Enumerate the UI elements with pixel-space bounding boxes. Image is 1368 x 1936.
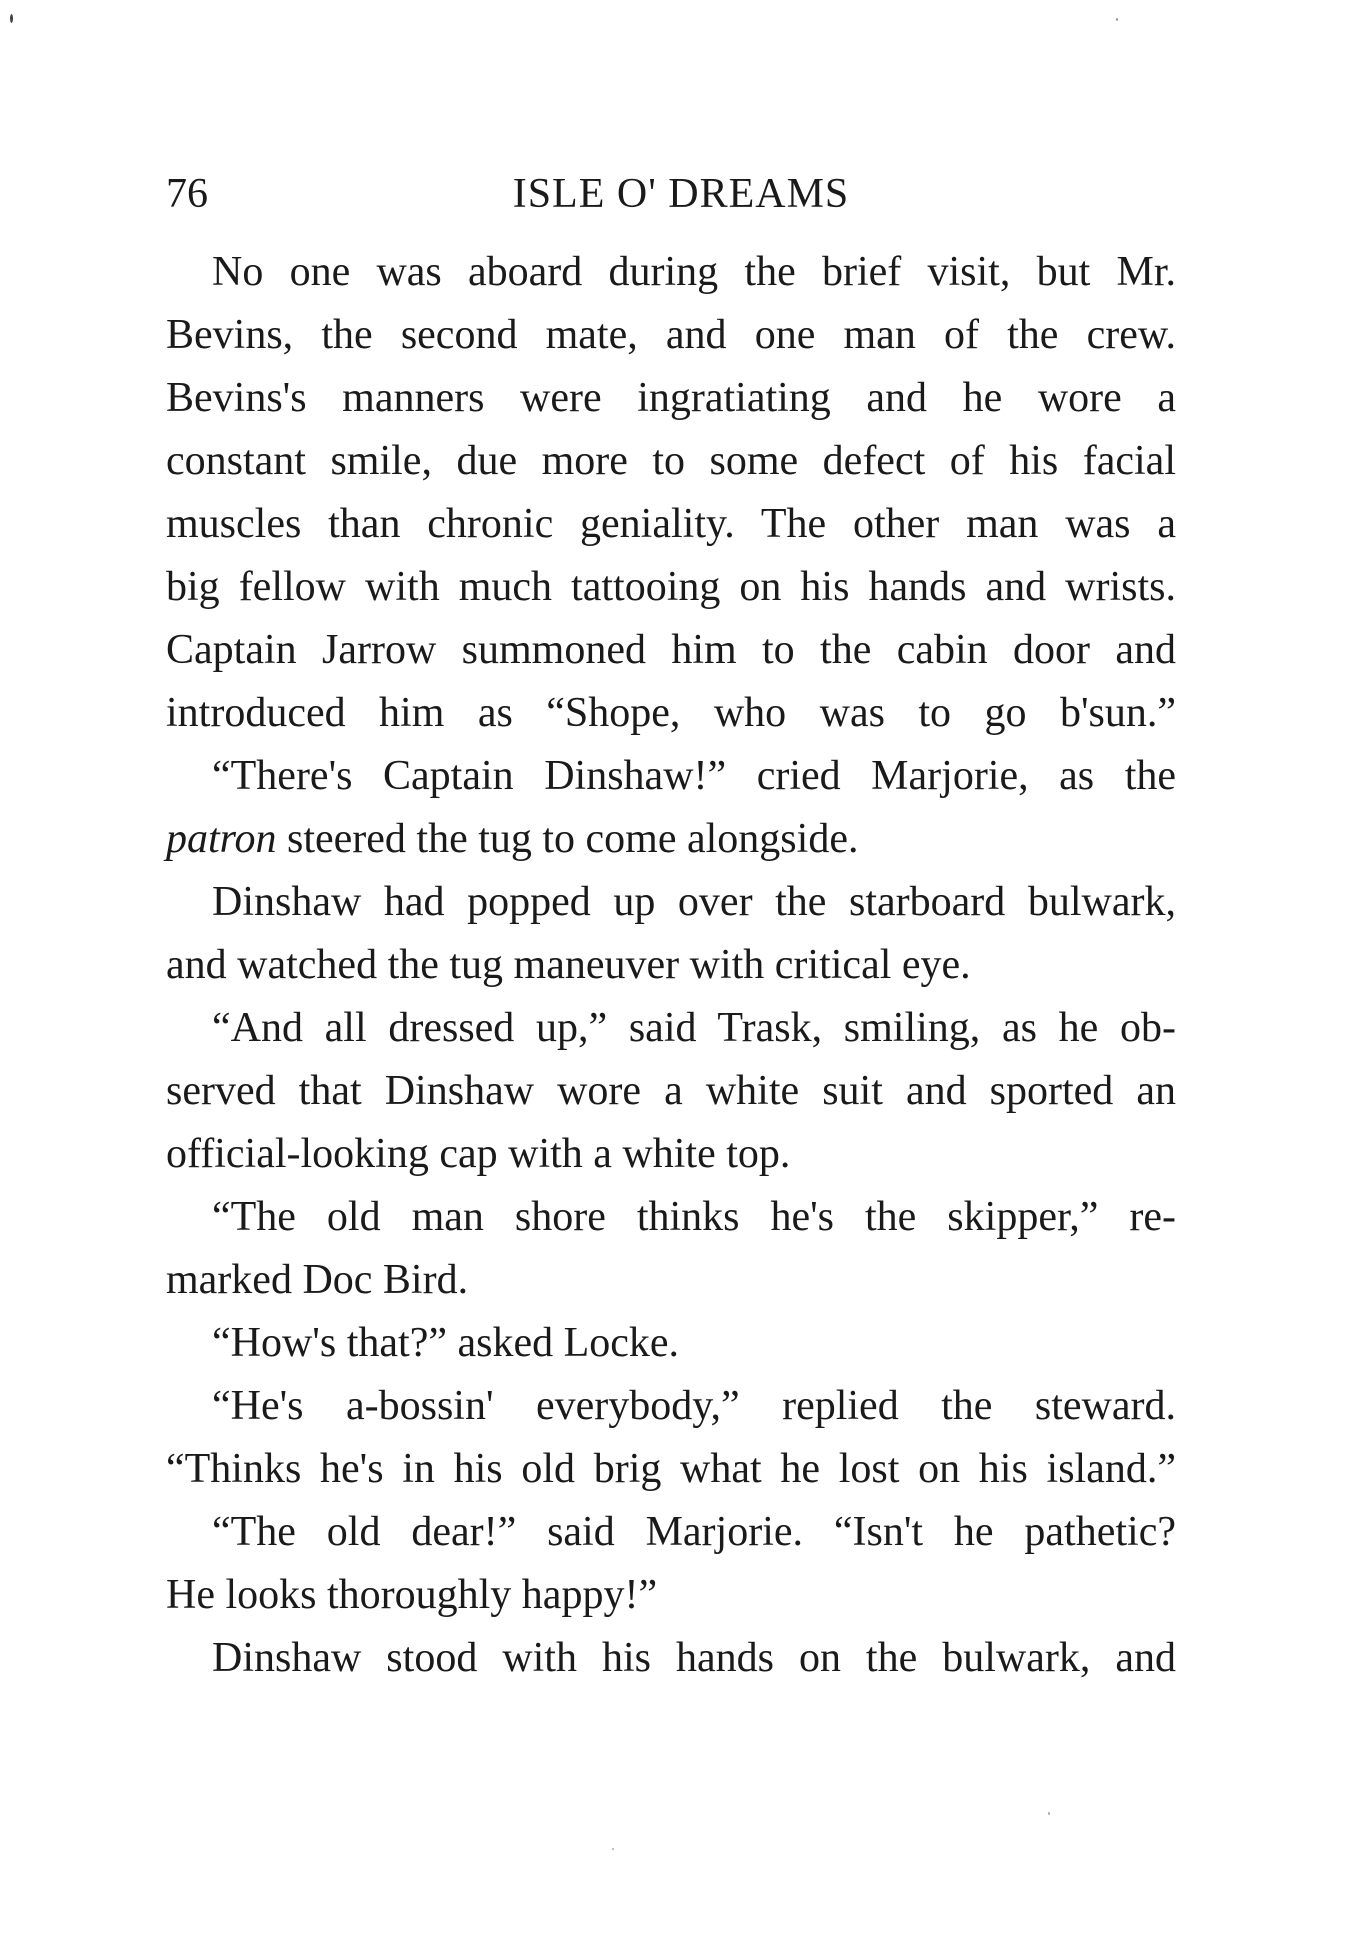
running-title: ISLE O' DREAMS xyxy=(512,171,850,217)
text-line: big fellow with much tattooing on his hands and wrists. xyxy=(166,564,1176,610)
italic-word: patron xyxy=(166,816,277,862)
text-line xyxy=(166,808,1176,871)
text-line: served that Dinshaw wore a white suit and sported an xyxy=(166,1068,1176,1114)
text-line: “He's a-bossin' everybody,” replied the steward. xyxy=(212,1383,1176,1429)
text-line: “The old man shore thinks he's the skipper,” re- xyxy=(212,1194,1176,1240)
text-line: “How's that?” asked Locke. xyxy=(212,1320,680,1366)
text-line: Captain Jarrow summoned him to the cabin door and xyxy=(166,627,1176,673)
scan-speck xyxy=(1116,18,1118,21)
scan-speck xyxy=(612,1848,614,1850)
text-line: and watched the tug maneuver with critical eye. xyxy=(166,942,971,988)
scan-speck xyxy=(10,14,13,23)
text-line: marked Doc Bird. xyxy=(166,1257,469,1303)
scan-speck xyxy=(1048,1812,1050,1815)
page-number: 76 xyxy=(166,171,208,217)
text-line: official-looking cap with a white top. xyxy=(166,1131,791,1177)
text-line: He looks thoroughly happy!” xyxy=(166,1572,658,1618)
text-line-rest: steered the tug to come alongside. xyxy=(286,816,859,862)
text-line: muscles than chronic geniality. The other man was a xyxy=(166,501,1176,547)
body-text xyxy=(166,241,1176,1690)
text-line: constant smile, due more to some defect of his facial xyxy=(166,438,1176,484)
text-line: “Thinks he's in his old brig what he lost on his island.” xyxy=(166,1446,1176,1492)
text-line: No one was aboard during the brief visit, but Mr. xyxy=(212,249,1176,295)
text-line: “The old dear!” said Marjorie. “Isn't he pathetic? xyxy=(212,1509,1176,1555)
text-line: “There's Captain Dinshaw!” cried Marjorie, as the xyxy=(212,753,1176,799)
text-line: Bevins's manners were ingratiating and he wore a xyxy=(166,375,1176,421)
text-line: Dinshaw had popped up over the starboard bulwark, xyxy=(212,879,1176,925)
text-line: Dinshaw stood with his hands on the bulwark, and xyxy=(212,1635,1176,1681)
text-line: Bevins, the second mate, and one man of the crew. xyxy=(166,312,1176,358)
text-line: introduced him as “Shope, who was to go b'sun.” xyxy=(166,690,1176,736)
running-head xyxy=(166,168,1176,220)
text-line: “And all dressed up,” said Trask, smiling, as he ob- xyxy=(212,1005,1176,1051)
